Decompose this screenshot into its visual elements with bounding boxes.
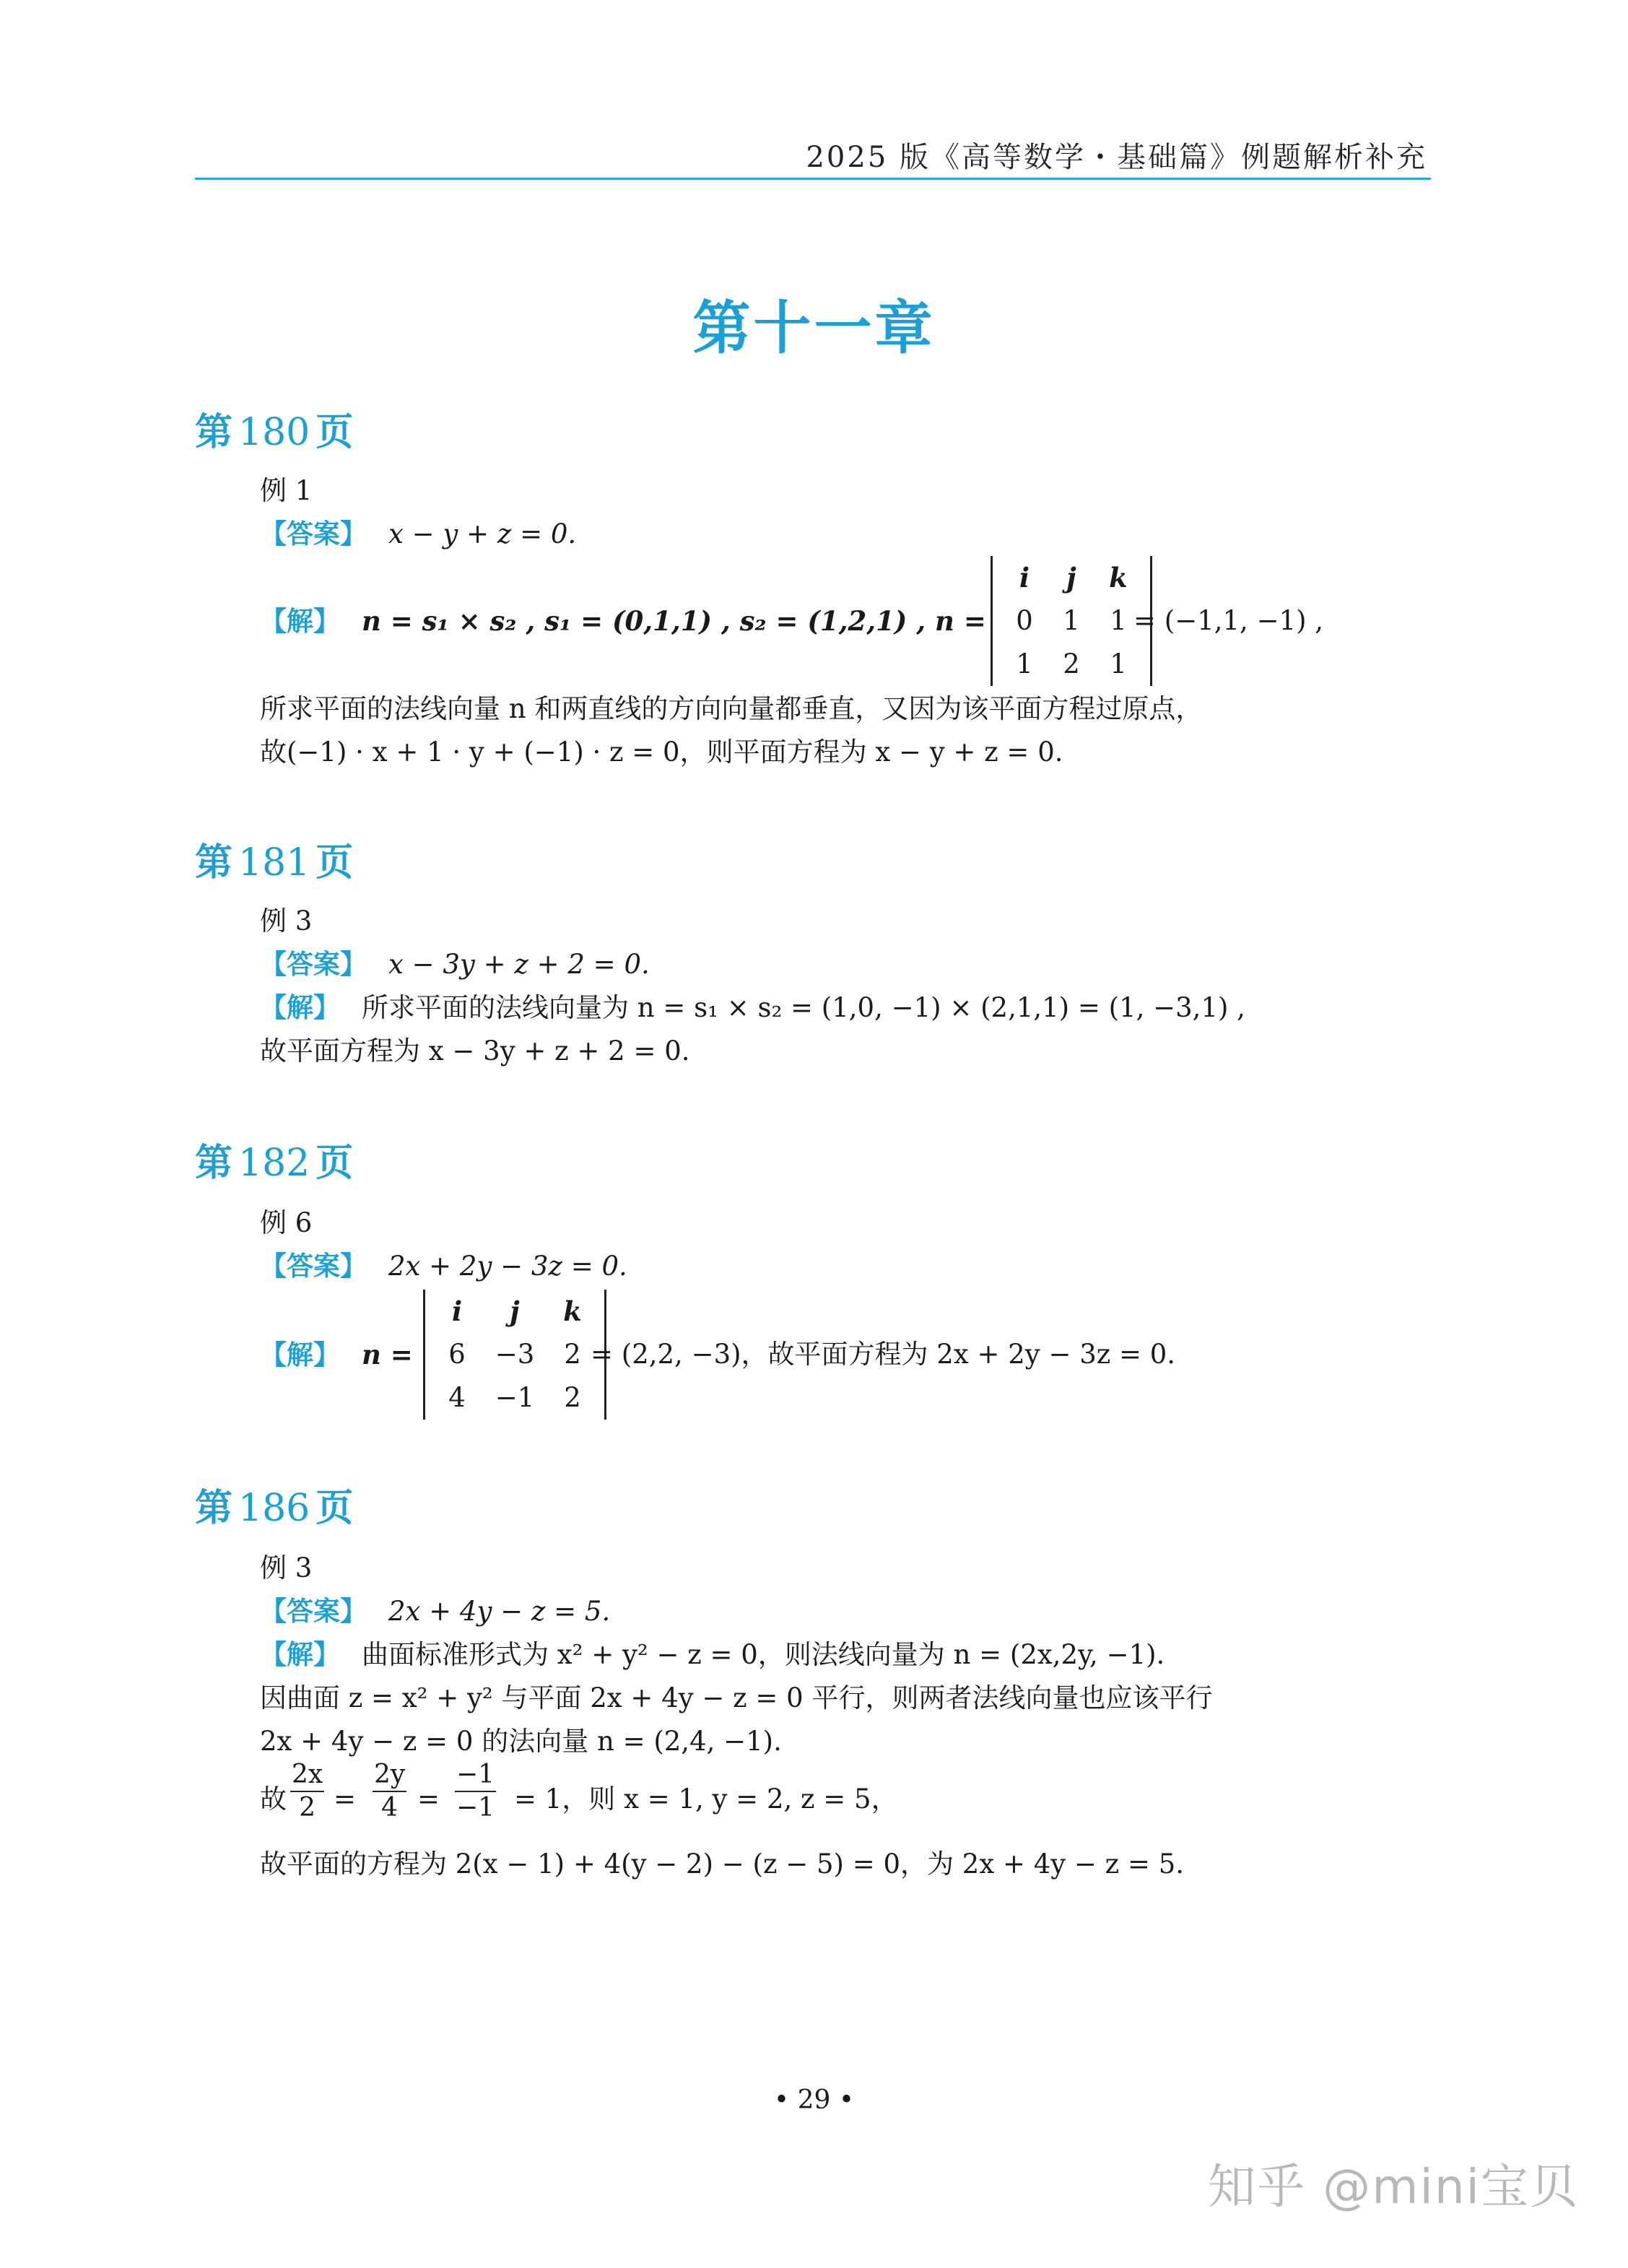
det-cell: −1 <box>495 1382 535 1413</box>
fraction <box>373 1759 406 1824</box>
answer-text: 2x + 4y − z = 5. <box>388 1596 611 1627</box>
section-title-prefix: 第 <box>195 411 233 454</box>
determinant-matrix <box>991 556 1152 686</box>
answer-line <box>260 943 650 986</box>
det-cell: j <box>1066 562 1076 594</box>
solution-tag: 【解】 <box>260 606 340 637</box>
example-label: 例 3 <box>260 1552 313 1583</box>
section-title-181 <box>195 832 353 886</box>
answer-tag: 【答案】 <box>260 1596 367 1627</box>
answer-text: 2x + 2y − 3z = 0. <box>388 1251 627 1282</box>
det-cell: 1 <box>1016 648 1033 679</box>
det-cell: 2 <box>564 1382 581 1413</box>
equals-sign: = <box>334 1783 357 1815</box>
section-title-suffix: 页 <box>315 1142 354 1185</box>
chapter-title: 第十一章 <box>692 295 936 362</box>
det-cell: 1 <box>1110 648 1127 679</box>
section-page-number: 180 <box>238 411 310 454</box>
section-title-prefix: 第 <box>195 841 233 885</box>
det-cell: j <box>510 1295 520 1327</box>
det-cell: 2 <box>1063 648 1080 679</box>
fraction <box>455 1759 496 1824</box>
det-cell: −3 <box>495 1339 535 1370</box>
equals-sign: = <box>417 1783 440 1815</box>
det-cell: 2 <box>564 1339 581 1370</box>
solution-text: 所求平面的法线向量为 n = s₁ × s₂ = (1,0, −1) × (2,1,1) = (1, −3,1) , <box>362 992 1245 1023</box>
section-page-number: 181 <box>238 841 310 885</box>
solution-tag: 【解】 <box>260 1639 340 1670</box>
det-cell: 6 <box>448 1339 466 1370</box>
solution-lead: n = s₁ × s₂ , s₁ = (0,1,1) , s₂ = (1,2,1) , n = <box>362 605 986 637</box>
page-number: • 29 • <box>773 2085 855 2115</box>
solution-text-line: 故平面的方程为 2(x − 1) + 4(y − 2) − (z − 5) = 0，为 2x + 4y − z = 5. <box>260 1848 1185 1880</box>
det-cell: i <box>1019 562 1030 594</box>
answer-tag: 【答案】 <box>260 949 367 980</box>
solution-lead: n = <box>362 1339 413 1370</box>
section-title-180 <box>195 401 353 456</box>
section-title-182 <box>195 1132 353 1186</box>
answer-tag: 【答案】 <box>260 1251 367 1282</box>
section-page-number: 182 <box>238 1142 310 1185</box>
example-label: 例 1 <box>260 475 313 506</box>
fraction-denominator: 2 <box>299 1793 316 1822</box>
frac-rest: = 1，则 x = 1, y = 2, z = 5， <box>514 1783 898 1815</box>
fraction-numerator: 2y <box>373 1759 406 1792</box>
solution-tag: 【解】 <box>260 992 340 1023</box>
section-title-186 <box>195 1477 353 1531</box>
fraction-numerator: −1 <box>455 1759 496 1792</box>
section-title-suffix: 页 <box>315 1487 354 1530</box>
solution-line <box>260 599 986 643</box>
solution-text-line: 所求平面的法线向量 n 和两直线的方向向量都垂直，又因为该平面方程过原点， <box>260 693 1203 724</box>
solution-after: = (2,2, −3)，故平面方程为 2x + 2y − 3z = 0. <box>591 1339 1176 1370</box>
solution-line <box>260 1633 1165 1677</box>
fraction-denominator: −1 <box>456 1793 495 1822</box>
solution-line <box>260 1333 413 1377</box>
section-title-prefix: 第 <box>195 1487 233 1530</box>
example-label: 例 6 <box>260 1207 313 1238</box>
solution-text-line: 2x + 4y − z = 0 的法向量 n = (2,4, −1). <box>260 1726 782 1757</box>
determinant-matrix <box>423 1290 606 1420</box>
answer-text: x − y + z = 0. <box>388 518 577 549</box>
solution-tag: 【解】 <box>260 1339 340 1370</box>
frac-prefix: 故 <box>260 1783 287 1815</box>
header-rule <box>195 178 1431 180</box>
section-title-suffix: 页 <box>315 411 354 454</box>
solution-text-line: 故(−1) · x + 1 · y + (−1) · z = 0，则平面方程为 x − y + z = 0. <box>260 737 1063 768</box>
solution-text-line: 因曲面 z = x² + y² 与平面 2x + 4y − z = 0 平行，则两者法线向量也应该平行 <box>260 1682 1213 1713</box>
watermark: 知乎 @mini宝贝 <box>1208 2159 1579 2215</box>
det-cell: 4 <box>448 1382 466 1413</box>
det-cell: 0 <box>1016 605 1033 636</box>
solution-after: = (−1,1, −1) , <box>1133 605 1324 636</box>
det-cell: k <box>563 1295 582 1327</box>
section-page-number: 186 <box>238 1487 310 1530</box>
answer-line <box>260 513 576 556</box>
det-cell: 1 <box>1063 605 1080 636</box>
fraction <box>290 1759 324 1824</box>
fraction-denominator: 4 <box>381 1793 399 1822</box>
answer-tag: 【答案】 <box>260 518 367 549</box>
det-cell: i <box>451 1295 463 1327</box>
solution-line <box>260 986 1245 1030</box>
section-title-prefix: 第 <box>195 1142 233 1185</box>
det-cell: 1 <box>1110 605 1127 636</box>
section-title-suffix: 页 <box>315 841 354 885</box>
answer-line <box>260 1245 627 1288</box>
answer-line <box>260 1590 610 1633</box>
det-cell: k <box>1109 562 1128 594</box>
fraction-numerator: 2x <box>290 1759 324 1792</box>
answer-text: x − 3y + z + 2 = 0. <box>388 949 650 980</box>
example-label: 例 3 <box>260 905 313 937</box>
solution-text-line: 故平面方程为 x − 3y + z + 2 = 0. <box>260 1035 690 1066</box>
running-header: 2025 版《高等数学・基础篇》例题解析补充 <box>806 141 1427 174</box>
solution-text: 曲面标准形式为 x² + y² − z = 0，则法线向量为 n = (2x,2y, −1). <box>362 1639 1165 1670</box>
